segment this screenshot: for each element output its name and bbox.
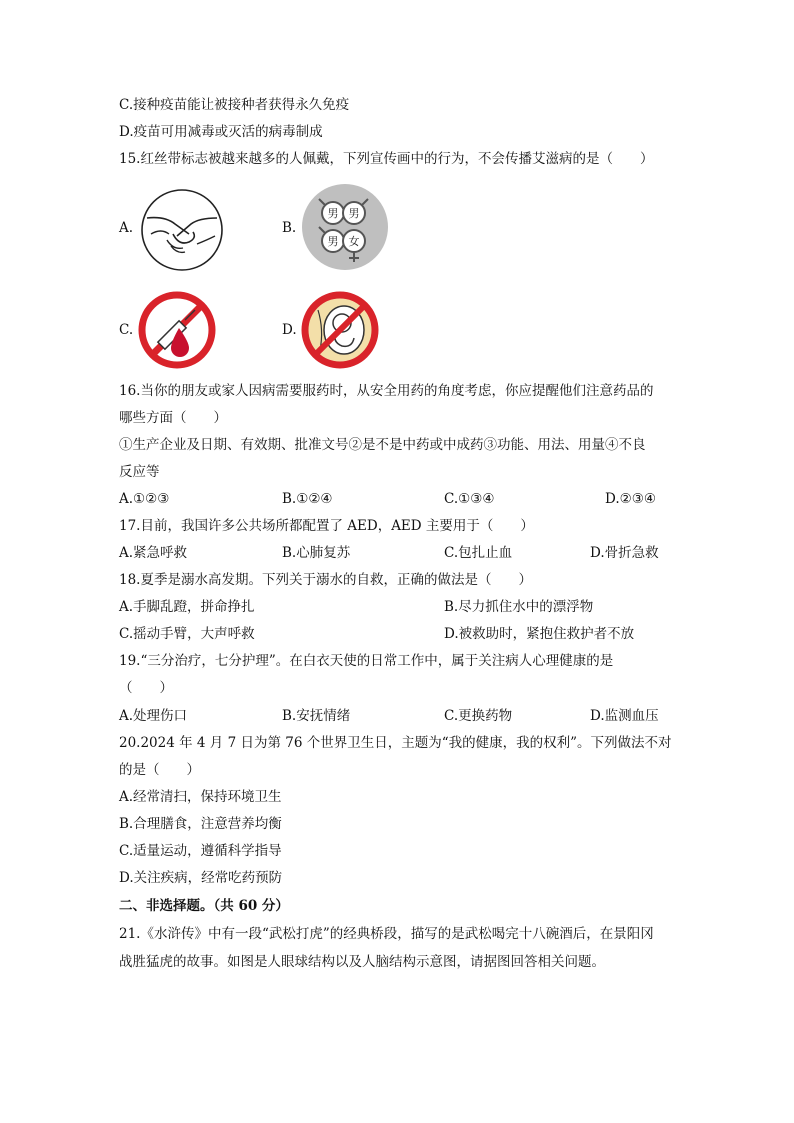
q19-option-b: B.安抚情绪 (282, 708, 351, 724)
q20-option-c: C.适量运动，遵循科学指导 (119, 843, 282, 859)
q18-stem: 18.夏季是溺水高发期。下列关于溺水的自救，正确的做法是（ ） (119, 572, 532, 588)
q21-stem-line2: 战胜猛虎的故事。如图是人眼球结构以及人脑结构示意图，请据图回答相关问题。 (119, 954, 605, 970)
q18-option-c: C.摇动手臂，大声呼救 (119, 626, 255, 642)
q17-option-a: A.紧急呼救 (119, 545, 188, 561)
q15-label-c: C. (119, 322, 134, 338)
gender-text-2: 男 (348, 207, 360, 220)
q17-option-b: B.心肺复苏 (282, 545, 351, 561)
q19-option-a: A.处理伤口 (119, 708, 188, 724)
q16-option-b: B.①②④ (282, 491, 333, 507)
q21-stem-line1: 21.《水浒传》中有一段“武松打虎”的经典桥段，描写的是武松喝完十八碗酒后，在景阳冈 (119, 926, 654, 942)
pregnancy-icon (298, 290, 382, 370)
q15-label-d: D. (282, 322, 297, 338)
q18-option-d: D.被救助时，紧抱住救护者不放 (444, 626, 635, 642)
q20-option-a: A.经常清扫，保持环境卫生 (119, 789, 282, 805)
q15-label-b: B. (282, 220, 297, 236)
q18-option-b: B.尽力抓住水中的漂浮物 (444, 599, 594, 615)
gender-symbols-icon (300, 182, 390, 272)
q19-option-c: C.更换药物 (444, 708, 513, 724)
q16-option-a: A.①②③ (119, 491, 170, 507)
q15-label-a: A. (119, 220, 134, 236)
blood-syringe-icon (135, 290, 219, 370)
q17-option-d: D.骨折急救 (590, 545, 659, 561)
q16-stem-line1: 16.当你的朋友或家人因病需要服药时，从安全用药的角度考虑，你应提醒他们注意药品的 (119, 383, 654, 399)
q14-option-d: D.疫苗可用减毒或灭活的病毒制成 (119, 124, 323, 140)
q17-option-c: C.包扎止血 (444, 545, 513, 561)
section2-heading: 二、非选择题。（共 60 分） (119, 898, 289, 914)
handshake-icon (137, 188, 227, 272)
q19-stem-line2: （ ） (119, 680, 173, 696)
q19-stem-line1: 19.“三分治疗，七分护理”。在白衣天使的日常工作中，属于关注病人心理健康的是 (119, 653, 614, 669)
q14-option-c: C.接种疫苗能让被接种者获得永久免疫 (119, 97, 350, 113)
q20-stem-line1: 20.2024 年 4 月 7 日为第 76 个世界卫生日，主题为“我的健康，我的权利”。下列做法不对 (119, 735, 672, 751)
gender-text-4: 女 (348, 235, 360, 248)
q16-option-d: D.②③④ (605, 491, 656, 507)
gender-text-1: 男 (327, 207, 339, 220)
q19-option-d: D.监测血压 (590, 708, 659, 724)
q17-stem: 17.目前，我国许多公共场所都配置了 AED，AED 主要用于（ ） (119, 518, 534, 534)
q18-option-a: A.手脚乱蹬，拼命挣扎 (119, 599, 255, 615)
q16-stem-line2: 哪些方面（ ） (119, 410, 227, 426)
q20-stem-line2: 的是（ ） (119, 762, 200, 778)
q16-option-c: C.①③④ (444, 491, 495, 507)
q16-items-line1: ①生产企业及日期、有效期、批准文号②是不是中药或中成药③功能、用法、用量④不良 (119, 437, 646, 453)
q20-option-d: D.关注疾病，经常吃药预防 (119, 870, 283, 886)
q15-stem: 15.红丝带标志被越来越多的人佩戴，下列宣传画中的行为，不会传播艾滋病的是（ ） (119, 151, 654, 167)
gender-text-3: 男 (327, 235, 339, 248)
q16-items-line2: 反应等 (119, 464, 160, 480)
q20-option-b: B.合理膳食，注意营养均衡 (119, 816, 282, 832)
